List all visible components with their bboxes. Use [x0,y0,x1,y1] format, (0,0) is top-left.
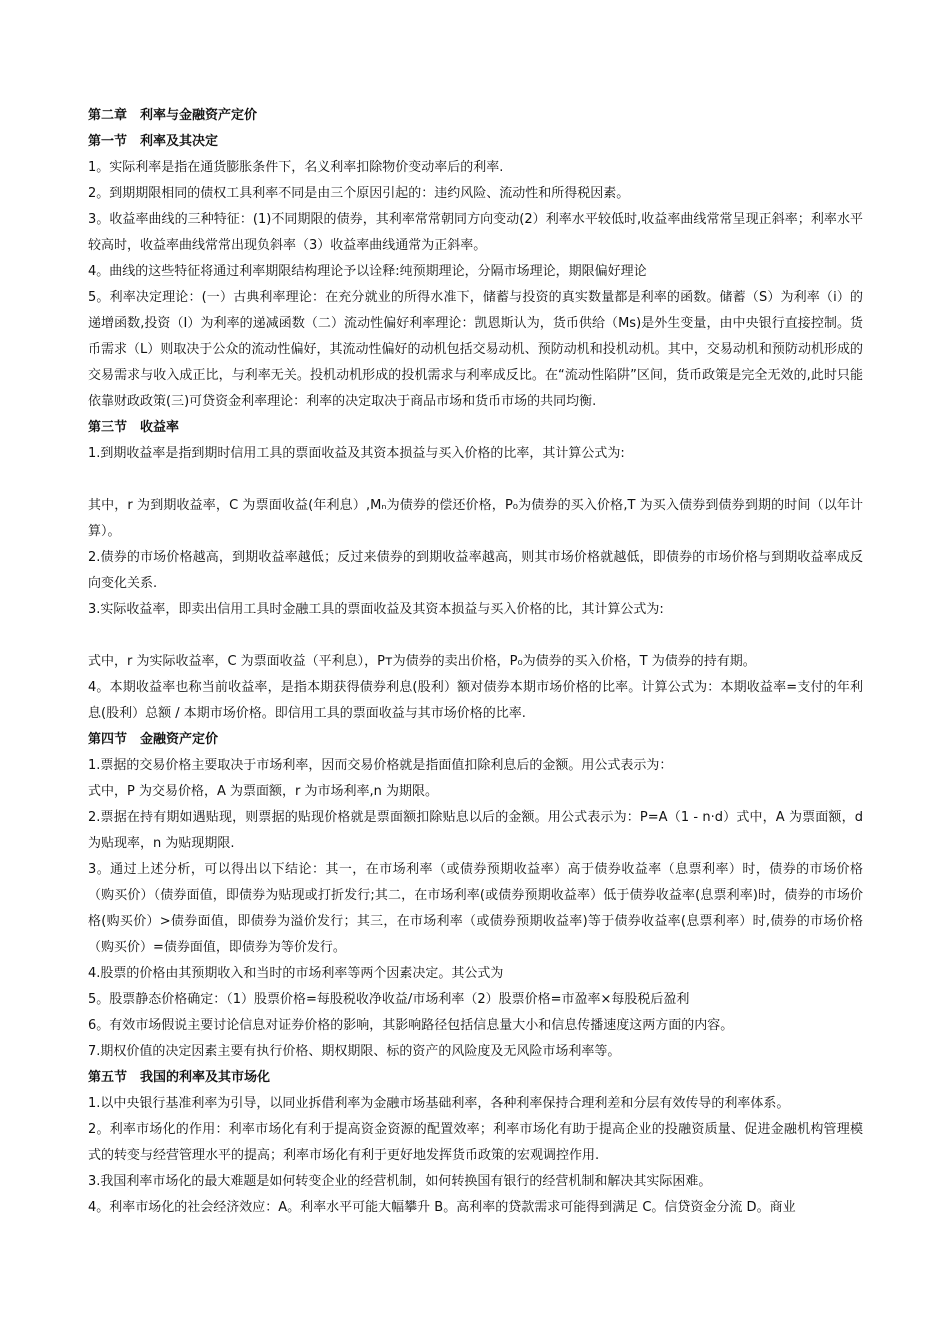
paragraph: 4。曲线的这些特征将通过利率期限结构理论予以诠释:纯预期理论，分隔市场理论，期限偏好理论 [88,264,647,279]
section-heading: 第四节 金融资产定价 [88,732,219,747]
section-heading: 第五节 我国的利率及其市场化 [88,1070,271,1085]
paragraph: 2。利率市场化的作用：利率市场化有利于提高资金资源的配置效率；利率市场化有助于提高企业的投融资质量、促进金融机构管理模式的转变与经营管理水平的提高；利率市场化有利于更好地发挥货币政策的宏观调控作用. [88,1122,863,1163]
paragraph: 2.票据在持有期如遇贴现，则票据的贴现价格就是票面额扣除贴息以后的金额。用公式表示为：P=A（1 - n·d）式中，A 为票面额，d 为贴现率，n 为贴现期限. [88,810,863,851]
document-page [88,103,863,1221]
paragraph: 1.到期收益率是指到期时信用工具的票面收益及其资本损益与买入价格的比率，其计算公式为: [88,446,625,461]
formula-placeholder [88,623,863,649]
paragraph: 3.我国利率市场化的最大难题是如何转变企业的经营机制，如何转换国有银行的经营机制和解决其实际困难。 [88,1174,712,1189]
paragraph: 1。实际利率是指在通货膨胀条件下，名义利率扣除物价变动率后的利率. [88,160,504,175]
paragraph: 5。股票静态价格确定：（1）股票价格=每股税收净收益/市场利率（2）股票价格=市盈率×每股税后盈利 [88,992,690,1007]
paragraph: 3。通过上述分析，可以得出以下结论：其一，在市场利率（或债券预期收益率）高于债券收益率（息票利率）时，债券的市场价格（购买价）（债券面值，即债券为贴现或打折发行;其二，在市场利率(或债券预期收益率）低于债券收益率(息票利率)时，债券的市场价格(购买价）>债券面值，即债券为溢价发行；其三，在市场利率（或债券预期收益率)等于债券收益率(息票利率）时,债券的市场价格（购买价）=债券面值，即债券为等价发行。 [88,862,863,955]
paragraph: 其中，r 为到期收益率，C 为票面收益(年利息）,Mₙ为债券的偿还价格，P₀为债券的买入价格,T 为买入债券到债券到期的时间（以年计算）。 [88,498,863,539]
paragraph: 3.实际收益率，即卖出信用工具时金融工具的票面收益及其资本损益与买入价格的比，其计算公式为: [88,602,664,617]
paragraph: 2。到期期限相同的债权工具利率不同是由三个原因引起的：违约风险、流动性和所得税因素。 [88,186,630,201]
paragraph: 1.以中央银行基准利率为引导，以同业拆借利率为金融市场基础利率，各种利率保持合理利差和分层有效传导的利率体系。 [88,1096,790,1111]
section-heading: 第一节 利率及其决定 [88,134,219,149]
paragraph: 3。收益率曲线的三种特征：(1)不同期限的债券，其利率常常朝同方向变动(2）利率水平较低时,收益率曲线常常呈现正斜率；利率水平较高时，收益率曲线常常出现负斜率（3）收益率曲线通常为正斜率。 [88,212,863,253]
paragraph: 2.债券的市场价格越高，到期收益率越低；反过来债券的到期收益率越高，则其市场价格就越低，即债券的市场价格与到期收益率成反向变化关系. [88,550,863,591]
chapter-title: 第二章 利率与金融资产定价 [88,108,258,123]
paragraph: 4。本期收益率也称当前收益率，是指本期获得债券利息(股利）额对债券本期市场价格的比率。计算公式为：本期收益率=支付的年利息(股利）总额 / 本期市场价格。即信用工具的票面收益与其市场价格的比率. [88,680,863,721]
paragraph: 式中，r 为实际收益率，C 为票面收益（平利息），Pᴛ为债券的卖出价格，P₀为债券的买入价格，T 为债券的持有期。 [88,654,756,669]
paragraph: 5。利率决定理论：(一）古典利率理论：在充分就业的所得水准下，储蓄与投资的真实数量都是利率的函数。储蓄（S）为利率（i）的递增函数,投资（I）为利率的递减函数（二）流动性偏好利率理论：凯恩斯认为，货币供给（Ms)是外生变量，由中央银行直接控制。货币需求（L）则取决于公众的流动性偏好，其流动性偏好的动机包括交易动机、预防动机和投机动机。其中，交易动机和预防动机形成的交易需求与收入成正比，与利率无关。投机动机形成的投机需求与利率成反比。在“流动性陷阱”区间，货币政策是完全无效的,此时只能依靠财政政策(三)可贷资金利率理论：利率的决定取决于商品市场和货币市场的共同均衡. [88,290,863,409]
formula-placeholder [88,467,863,493]
paragraph: 6。有效市场假说主要讨论信息对证券价格的影响，其影响路径包括信息量大小和信息传播速度这两方面的内容。 [88,1018,734,1033]
paragraph: 4。利率市场化的社会经济效应：A。利率水平可能大幅攀升 B。高利率的贷款需求可能得到满足 C。信贷资金分流 D。商业 [88,1200,796,1215]
section-heading: 第三节 收益率 [88,420,180,435]
paragraph: 式中，P 为交易价格，A 为票面额，r 为市场利率,n 为期限。 [88,784,438,799]
paragraph: 7.期权价值的决定因素主要有执行价格、期权期限、标的资产的风险度及无风险市场利率等。 [88,1044,621,1059]
paragraph: 1.票据的交易价格主要取决于市场利率，因而交易价格就是指面值扣除利息后的金额。用公式表示为： [88,758,673,773]
paragraph: 4.股票的价格由其预期收入和当时的市场利率等两个因素决定。其公式为 [88,966,504,981]
